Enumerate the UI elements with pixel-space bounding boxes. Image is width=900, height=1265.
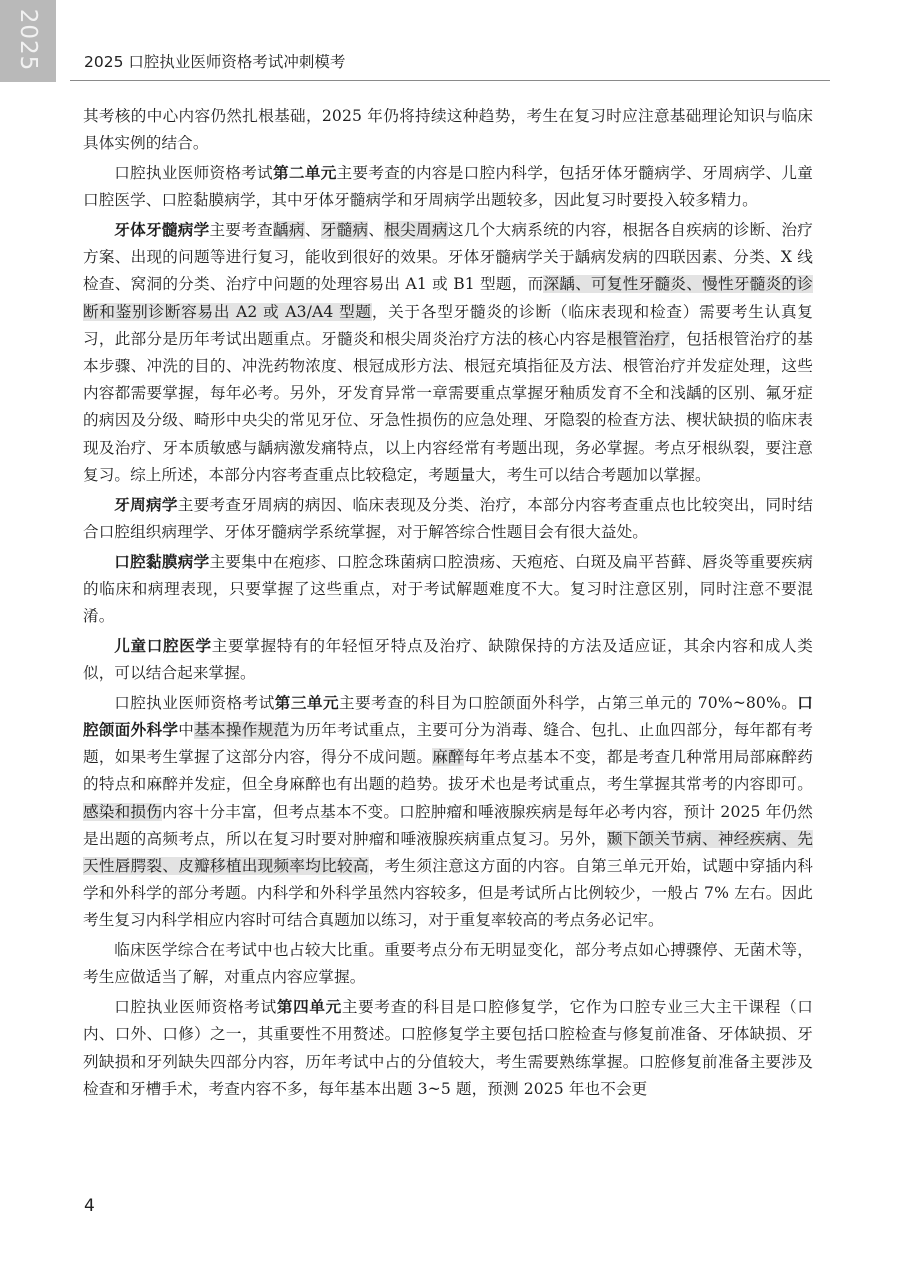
highlight-pulpitis-diagnosis: 深龋、可复性牙髓炎、慢性牙髓炎的诊断和鉴别诊断容易出 A2 或 A3/A4 型题 <box>83 275 813 321</box>
paragraph-oral-mucosa: 口腔黏膜病学主要集中在疱疹、口腔念珠菌病口腔溃疡、天疱疮、白斑及扁平苔藓、唇炎等重要疾病的临床和病理表现，只要掌握了这些重点，对于考试解题难度不大。复习时注意区别，同时注意不要混淆。 <box>83 552 813 626</box>
year-tab-label: 2025 <box>15 8 41 72</box>
body-text <box>83 103 813 1106</box>
highlight-periapical-disease: 根尖周病 <box>384 221 448 239</box>
highlight-anesthesia: 麻醉 <box>432 748 464 767</box>
highlight-basic-operation: 基本操作规范 <box>194 721 290 740</box>
paragraph-periodontics: 牙周病学主要考查牙周病的病因、临床表现及分类、治疗，本部分内容考查重点也比较突出，同时结合口腔组织病理学、牙体牙髓病学系统掌握，对于解答综合性题目会有很大益处。 <box>83 495 813 541</box>
keyword-periodontics: 牙周病学 <box>114 495 178 514</box>
keyword-oral-mucosa: 口腔黏膜病学 <box>114 552 210 571</box>
highlight-infection-injury: 感染和损伤 <box>83 802 163 821</box>
keyword-maxillofacial: 口腔颌面外科学 <box>83 693 813 740</box>
keyword-endodontics: 牙体牙髓病学 <box>114 221 210 239</box>
page-number: 4 <box>84 1196 95 1216</box>
keyword-fourth-unit: 第四单元 <box>276 998 342 1017</box>
highlight-root-canal: 根管治疗 <box>606 329 671 348</box>
keyword-second-unit: 第二单元 <box>273 164 337 182</box>
paragraph-clinical-medicine: 临床医学综合在考试中也占较大比重。重要考点分布无明显变化，部分考点如心搏骤停、无菌术等，考生应做适当了解，对重点内容应掌握。 <box>83 941 813 987</box>
paragraph-second-unit: 口腔执业医师资格考试第二单元主要考查的内容是口腔内科学，包括牙体牙髓病学、牙周病学、儿童口腔医学、口腔黏膜病学，其中牙体牙髓病学和牙周病学出题较多，因此复习时要投入较多精力。 <box>83 164 813 210</box>
highlight-caries: 龋病 <box>273 221 305 239</box>
paragraph-fourth-unit: 口腔执业医师资格考试第四单元主要考查的科目是口腔修复学，它作为口腔专业三大主干课程（口内、口外、口修）之一，其重要性不用赘述。口腔修复学主要包括口腔检查与修复前准备、牙体缺损、牙列缺损和牙列缺失四部分内容，历年考试中占的分值较大，考生需要熟练掌握。口腔修复前准备主要涉及检查和牙槽手术，考查内容不多，每年基本出题 3~5 题，预测 2025 年也不会更 <box>83 998 813 1098</box>
paragraph-endodontics: 牙体牙髓病学主要考查龋病、牙髓病、根尖周病这几个大病系统的内容，根据各自疾病的诊断、治疗方案、出现的问题等进行复习，能收到很好的效果。牙体牙髓病学关于龋病发病的四联因素、分类、X 线检查、窝洞的分类、治疗中问题的处理容易出 A1 或 B1 型题，而深龋、可复性牙髓炎、慢性牙髓炎的诊断和鉴别诊断容易出 A2 或 A3/A4 型题，关于各型牙髓炎的诊断（临床表现和检查）需要考生认真复习，此部分是历年考试出题重点。牙髓炎和根尖周炎治疗方法的核心内容是根管治疗，包括根管治疗的基本步骤、冲洗的目的、冲洗药物浓度、根冠成形方法、根冠充填指征及方法、根管治疗并发症处理，这些内容都需要掌握，每年必考。另外，牙发育异常一章需要重点掌握牙釉质发育不全和浅龋的区别、氟牙症的病因及分级、畸形中央尖的常见牙位、牙急性损伤的应急处理、牙隐裂的检查方法、楔状缺损的临床表现及治疗、牙本质敏感与龋病激发痛特点，以上内容经常有考题出现，务必掌握。考点牙根纵裂，要注意复习。综上所述，本部分内容考查重点比较稳定，考题量大，考生可以结合考题加以掌握。 <box>83 221 814 484</box>
keyword-third-unit: 第三单元 <box>274 693 340 712</box>
paragraph-continuation: 其考核的中心内容仍然扎根基础，2025 年仍将持续这种趋势，考生在复习时应注意基础理论知识与临床具体实例的结合。 <box>83 107 813 153</box>
paragraph-pediatric: 儿童口腔医学主要掌握特有的年轻恒牙特点及治疗、缺隙保持的方法及适应证，其余内容和成人类似，可以结合起来掌握。 <box>83 636 813 683</box>
highlight-pulp-disease: 牙髓病 <box>320 221 369 239</box>
keyword-pediatric: 儿童口腔医学 <box>114 636 212 655</box>
paragraph-third-unit: 口腔执业医师资格考试第三单元主要考查的科目为口腔颌面外科学，占第三单元的 70%~80%。口腔颌面外科学中基本操作规范为历年考试重点，主要可分为消毒、缝合、包扎、止血四部分，每年都有考题，如果考生掌握了这部分内容，得分不成问题。麻醉每年考点基本不变，都是考查几种常用局部麻醉药的特点和麻醉并发症，但全身麻醉也有出题的趋势。拔牙术也是考试重点，考生掌握其常考的内容即可。感染和损伤内容十分丰富，但考点基本不变。口腔肿瘤和唾液腺疾病是每年必考内容，预计 2025 年仍然是出题的高频考点，所以在复习时要对肿瘤和唾液腺疾病重点复习。另外，颞下颌关节病、神经疾病、先天性唇腭裂、皮瓣移植出现频率均比较高，考生须注意这方面的内容。自第三单元开始，试题中穿插内科学和外科学的部分考题。内科学和外科学虽然内容较多，但是考试所占比例较少，一般占 7% 左右。因此考生复习内科学相应内容时可结合真题加以练习，对于重复率较高的考点务必记牢。 <box>83 693 814 930</box>
highlight-tmj-topics: 颞下颌关节病、神经疾病、先天性唇腭裂、皮瓣移植出现频率均比较高 <box>83 829 813 876</box>
year-tab <box>0 0 56 82</box>
header-rule <box>70 80 830 81</box>
running-header: 2025 口腔执业医师资格考试冲刺模考 <box>84 53 346 71</box>
